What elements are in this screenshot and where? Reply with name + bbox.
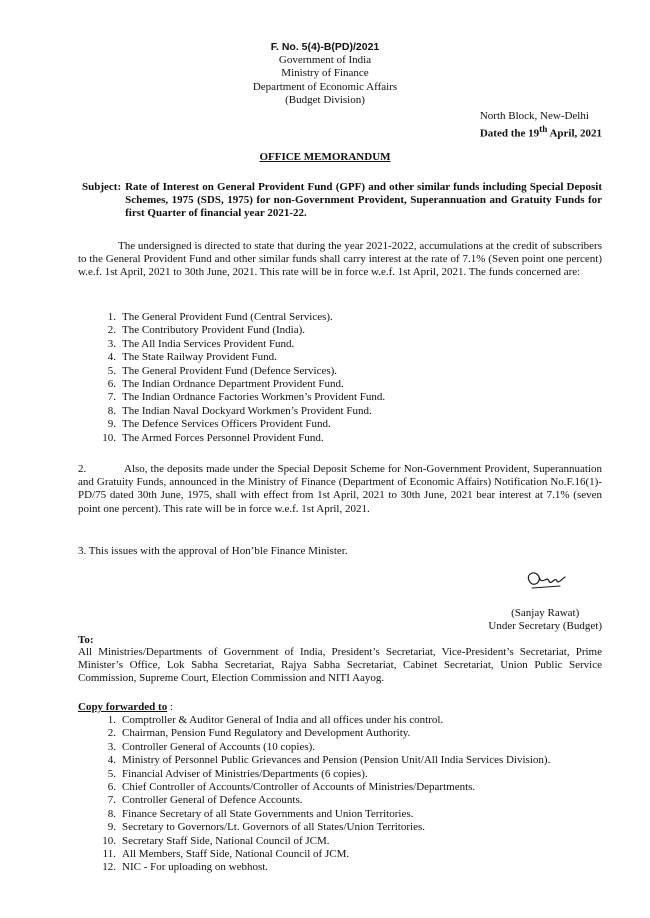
- list-item: [96, 727, 550, 740]
- list-item-number: 4.: [107, 754, 116, 767]
- list-item-number: 3.: [107, 740, 116, 753]
- letterhead-department: Department of Economic Affairs: [252, 80, 398, 93]
- list-item-text: Comptroller & Auditor General of India and all offices under his control.: [122, 714, 444, 726]
- handwritten-signature: [520, 566, 570, 596]
- paragraph-2-text: Also, the deposits made under the Special Deposit Scheme for Non-Government Provident, Superannuation and Gratuity Funds, announced in the Ministry of Finance (Department of Economic Affairs) Notification No.F.16(1)-PD/75 dated 30th June, 1975, shall with effect from 1st April, 2021 to 30th June, 2021 bear interest at 7.1% (seven point one percent). This rate will be in force w.e.f. 1st April, 2021.: [78, 463, 602, 515]
- letterhead-division: (Budget Division): [285, 93, 365, 106]
- list-item-number: 9.: [107, 821, 116, 834]
- list-item: [96, 391, 385, 404]
- list-item-number: 10.: [102, 431, 116, 444]
- list-item: [96, 714, 550, 727]
- list-item-number: 9.: [107, 418, 116, 431]
- list-item: [96, 405, 385, 418]
- list-item-text: The Indian Ordnance Department Provident Fund.: [122, 378, 344, 391]
- signatory-name: (Sanjay Rawat): [511, 607, 580, 619]
- list-item: [96, 768, 550, 781]
- list-item-number: 5.: [107, 767, 116, 780]
- paragraph-2-number: 2.: [78, 463, 87, 475]
- list-item-text: Chief Controller of Accounts/Controller of Accounts of Ministries/Departments.: [122, 781, 476, 794]
- list-item-text: The Indian Naval Dockyard Workmen’s Provident Fund.: [122, 404, 372, 417]
- list-item-text: The Contributory Provident Fund (India).: [122, 324, 306, 337]
- funds-list: [96, 311, 385, 445]
- list-item: [96, 835, 550, 848]
- list-item-number: 7.: [107, 794, 116, 807]
- list-item-number: 11.: [102, 848, 116, 861]
- list-item: [96, 418, 385, 431]
- list-item-number: 7.: [107, 391, 116, 404]
- list-item-text: The General Provident Fund (Defence Services).: [122, 364, 338, 377]
- list-item-text: The Defence Services Officers Provident Fund.: [122, 418, 331, 431]
- list-item: [96, 808, 550, 821]
- list-item-number: 5.: [107, 364, 116, 377]
- list-item: [96, 338, 385, 351]
- subject-text: Rate of Interest on General Provident Fund (GPF) and other similar funds including Special Deposit Schemes, 1975 (SDS, 1975) for non-Government Provident, Superannuation and Gratuity Funds for first Quarter of financial year 2021-22.: [125, 181, 602, 220]
- list-item-text: Secretary Staff Side, National Council of JCM.: [122, 834, 330, 847]
- letterhead: [220, 41, 430, 107]
- list-item-text: Controller General of Accounts (10 copies).: [122, 740, 316, 753]
- list-item: [96, 794, 550, 807]
- list-item: [96, 324, 385, 337]
- copy-forwarded-heading: [78, 701, 173, 714]
- list-item-number: 8.: [107, 404, 116, 417]
- signatory-designation: Under Secretary (Budget): [488, 620, 602, 633]
- list-item: [96, 432, 385, 445]
- list-item-text: Financial Adviser of Ministries/Departments (6 copies).: [122, 767, 368, 780]
- list-item-number: 1.: [107, 311, 116, 323]
- copy-forwarded-colon: :: [167, 701, 174, 713]
- paragraph-3: 3. This issues with the approval of Hon’ble Finance Minister.: [78, 545, 348, 557]
- subject-block: [82, 181, 602, 221]
- list-item-number: 2.: [107, 324, 116, 337]
- list-item-text: Ministry of Personnel Public Grievances and Pension (Pension Unit/All India Services Division).: [122, 754, 551, 767]
- list-item-number: 4.: [107, 351, 116, 364]
- list-item: [96, 311, 385, 324]
- list-item: [96, 365, 385, 378]
- issue-date-suffix-sup: th: [539, 124, 548, 135]
- list-item: [96, 781, 550, 794]
- letterhead-ministry: Ministry of Finance: [281, 67, 369, 80]
- list-item: [96, 351, 385, 364]
- list-item-number: 8.: [107, 807, 116, 820]
- memo-title: OFFICE MEMORANDUM: [259, 151, 391, 163]
- list-item-text: The General Provident Fund (Central Services).: [122, 311, 333, 323]
- list-item-number: 6.: [107, 781, 116, 794]
- file-number: F. No. 5(4)-B(PD)/2021: [270, 41, 380, 53]
- list-item-text: Chairman, Pension Fund Regulatory and Development Authority.: [122, 727, 411, 740]
- list-item-number: 2.: [107, 727, 116, 740]
- list-item-text: Secretary to Governors/Lt. Governors of all States/Union Territories.: [122, 821, 425, 834]
- list-item-text: NIC - For uploading on webhost.: [122, 861, 269, 874]
- list-item: [96, 821, 550, 834]
- place-location: North Block, New-Delhi: [479, 110, 589, 122]
- to-recipients: All Ministries/Departments of Government of India, President’s Secretariat, Vice-President’s Secretariat, Prime Minister’s Office, Lok Sabha Secretariat, Rajya Sabha Secretariat, Cabinet Secretariat, Union Public Service Commission, Supreme Court, Election Commission and NITI Aayog.: [78, 646, 602, 685]
- list-item-number: 10.: [102, 834, 116, 847]
- list-item-number: 6.: [107, 378, 116, 391]
- paragraph-2: [78, 463, 602, 516]
- issue-date-month-year: April, 2021: [547, 127, 602, 140]
- to-label: To:: [78, 634, 94, 646]
- list-item-text: All Members, Staff Side, National Council of JCM.: [122, 848, 350, 861]
- list-item-number: 12.: [102, 861, 116, 874]
- issue-date-prefix: Dated the 19: [479, 127, 540, 140]
- list-item-text: Finance Secretary of all State Governments and Union Territories.: [122, 807, 414, 820]
- subject-label: Subject:: [82, 181, 122, 193]
- list-item: [96, 754, 550, 767]
- list-item-number: 3.: [107, 337, 116, 350]
- list-item-text: The State Railway Provident Fund.: [122, 351, 277, 364]
- list-item-text: The Armed Forces Personnel Provident Fund.: [122, 431, 324, 444]
- list-item: [96, 848, 550, 861]
- list-item: [96, 378, 385, 391]
- paragraph-1: The undersigned is directed to state that during the year 2021-2022, accumulations at the credit of subscribers to the General Provident Fund and other similar funds shall carry interest at the rate of 7.1% (Seven point one percent) w.e.f. 1st April, 2021 to 30th June, 2021. This rate will be in force w.e.f. 1st April, 2021. The funds concerned are:: [78, 240, 602, 279]
- place-date-block: [480, 110, 602, 141]
- list-item: [96, 741, 550, 754]
- copy-forwarded-list: [96, 714, 550, 875]
- list-item: [96, 861, 550, 874]
- list-item-text: Controller General of Defence Accounts.: [122, 794, 303, 807]
- list-item-number: 1.: [107, 714, 116, 726]
- list-item-text: The All India Services Provident Fund.: [122, 337, 295, 350]
- issue-date: [480, 123, 602, 141]
- signatory-block: [488, 607, 602, 633]
- letterhead-government: Government of India: [278, 54, 372, 67]
- list-item-text: The Indian Ordnance Factories Workmen’s Provident Fund.: [122, 391, 386, 404]
- copy-forwarded-label: Copy forwarded to: [78, 701, 168, 713]
